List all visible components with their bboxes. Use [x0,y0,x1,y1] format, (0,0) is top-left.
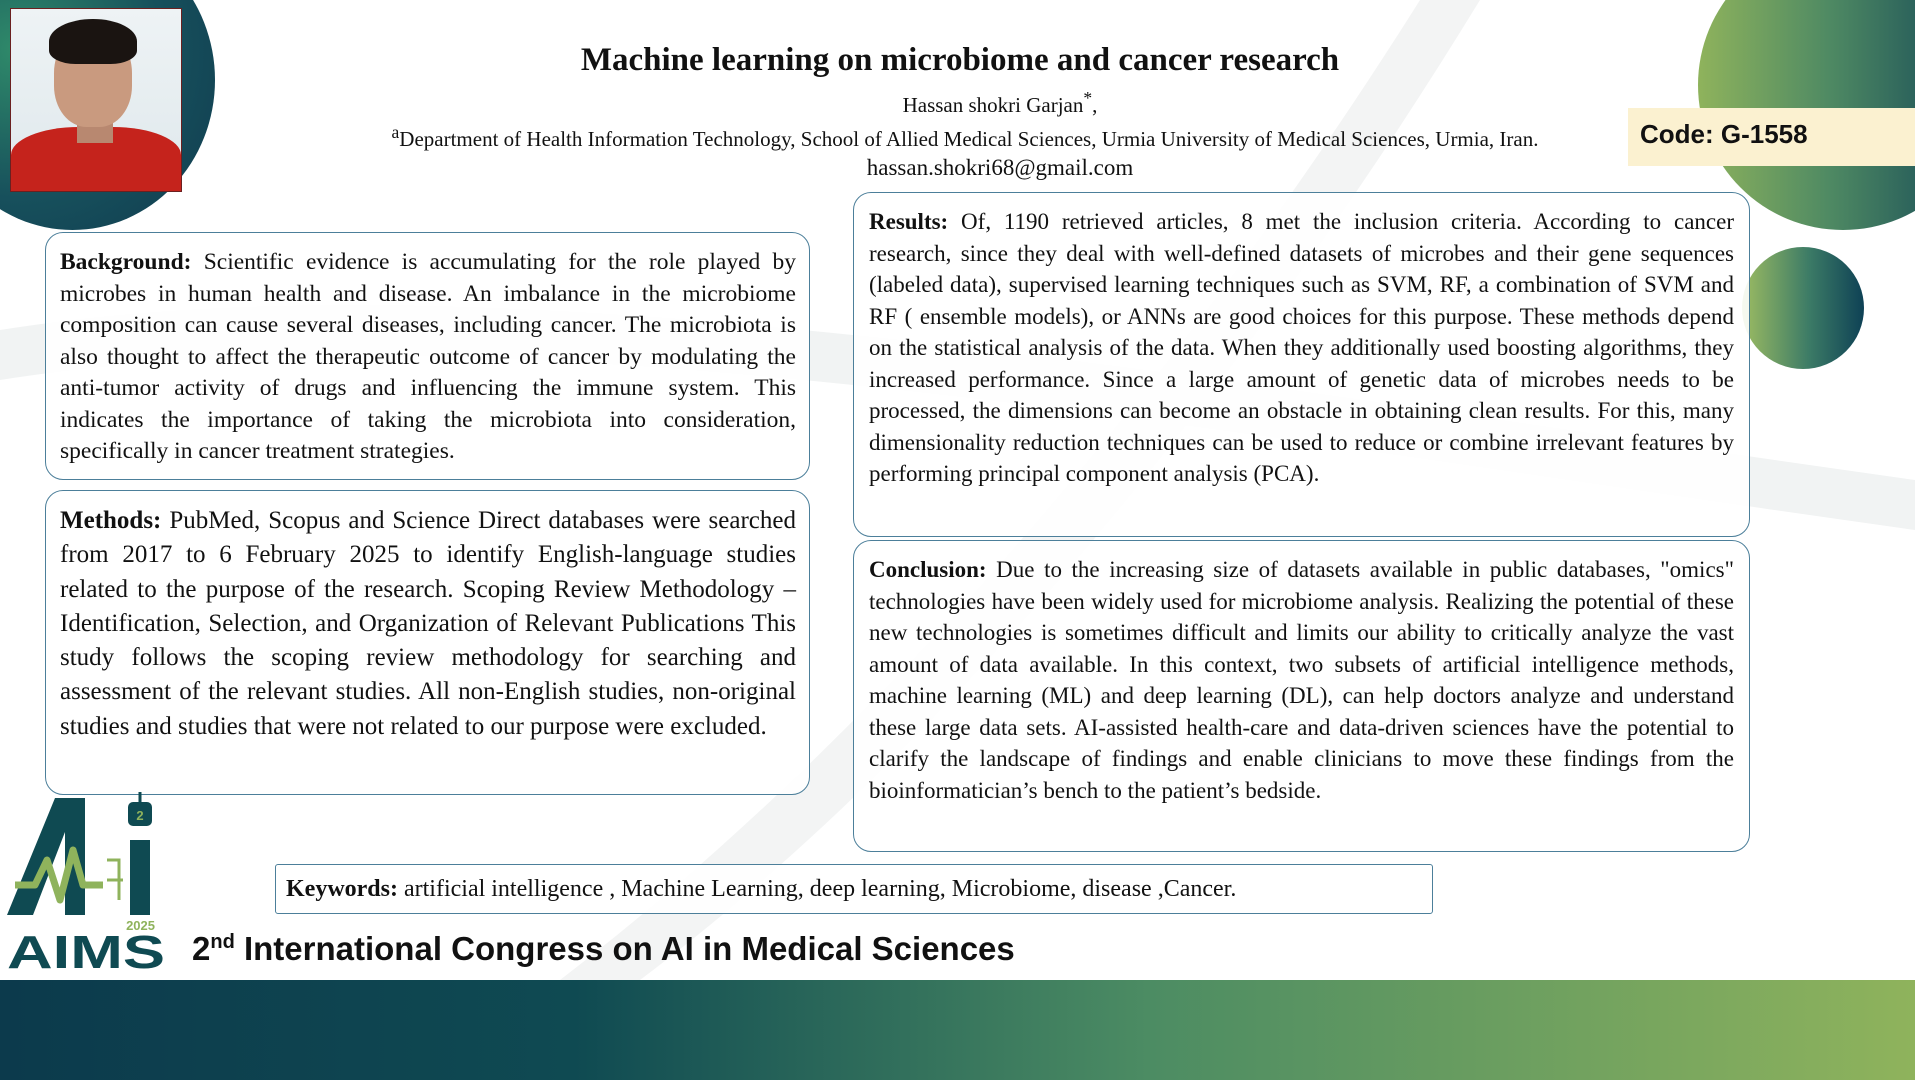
logo-year: 2025 [126,918,155,933]
background-label: Background: [60,249,192,275]
results-section [853,192,1750,537]
aims-logo [5,790,170,972]
author-mark: * [1083,88,1093,108]
author-trail: , [1092,93,1098,117]
author-photo [10,8,182,192]
poster-title: Machine learning on microbiome and cancer research [580,42,1340,78]
logo-wordmark: AIMS [7,926,165,972]
congress-name: International Congress on AI in Medical Sciences [243,930,1015,967]
affiliation-text: Department of Health Information Technology, School of Allied Medical Sciences, Urmia University of Medical Sciences, Urmia, Iran. [399,127,1539,151]
keywords-text: artificial intelligence , Machine Learning, deep learning, Microbiome, disease ,Cancer. [403,876,1237,902]
background-section [45,232,810,480]
footer-gradient-band [0,980,1915,1080]
code-badge: Code: G-1558 [1628,108,1915,166]
congress-title [192,930,1015,968]
results-text: Of, 1190 retrieved articles, 8 met the inclusion criteria. According to cancer research, since they deal with well-defined datasets of microbes and their gene sequences (labeled data), supervised learning techniques such as SVM, RF, a combination of SVM and RF ( ensemble models), or ANNs are good choices for this purpose. These methods depend on the statistical analysis of the data. When they additionally used boosting algorithms, they increased performance. Since a large amount of genetic data of microbes needs to be processed, the dimensions can become an obstacle in obtaining clean results. For this, many dimensionality reduction techniques can be used to reduce or combine irrelevant features by performing principal component analysis (PCA). [869,209,1734,486]
conclusion-label: Conclusion: [869,557,987,582]
results-label: Results: [869,209,949,234]
methods-text: PubMed, Scopus and Science Direct databases were searched from 2017 to 6 February 2025 to identify English-language studies related to the purpose of the research. Scoping Review Methodology – Identification, Selection, and Organization of Relevant Publications This study follows the scoping review methodology for searching and assessment of the relevant studies. All non-English studies, non-original studies and studies that were not related to our purpose were excluded. [60,507,796,740]
methods-label: Methods: [60,507,162,534]
background-text: Scientific evidence is accumulating for the role played by microbes in human health and disease. An imbalance in the microbiome composition can cause several diseases, including cancer. The microbiota is also thought to affect the therapeutic outcome of cancer by modulating the anti-tumor activity of drugs and influencing the immune system. This indicates the importance of taking the microbiota into consideration, specifically in cancer treatment strategies. [60,249,796,464]
author-line [700,88,1300,118]
author-email: hassan.shokri68@gmail.com [866,155,1134,180]
keywords-label: Keywords: [286,876,398,902]
congress-number: 2 [192,930,211,967]
keywords-section [275,864,1433,914]
author-name: Hassan shokri Garjan [902,93,1084,117]
right-decor-circle [1742,247,1864,369]
conclusion-section [853,540,1750,852]
congress-ordinal: nd [210,931,235,953]
logo-robot-label: 2 [136,808,144,823]
methods-section [45,490,810,795]
affiliation-mark: a [391,122,400,142]
conclusion-text: Due to the increasing size of datasets available in public databases, "omics" technologies have been widely used for microbiome analysis. Realizing the potential of these new technologies is sometimes difficult and limits our ability to critically analyze the vast amount of data available. In this context, two subsets of artificial intelligence methods, machine learning (ML) and deep learning (DL), can help doctors analyze and understand these large data sets. AI-assisted health-care and data-driven sciences have the potential to clarify the landscape of findings and enable clinicians to move these findings from the bioinformatician’s bench to the patient’s bedside. [869,557,1734,803]
affiliation [300,122,1630,152]
